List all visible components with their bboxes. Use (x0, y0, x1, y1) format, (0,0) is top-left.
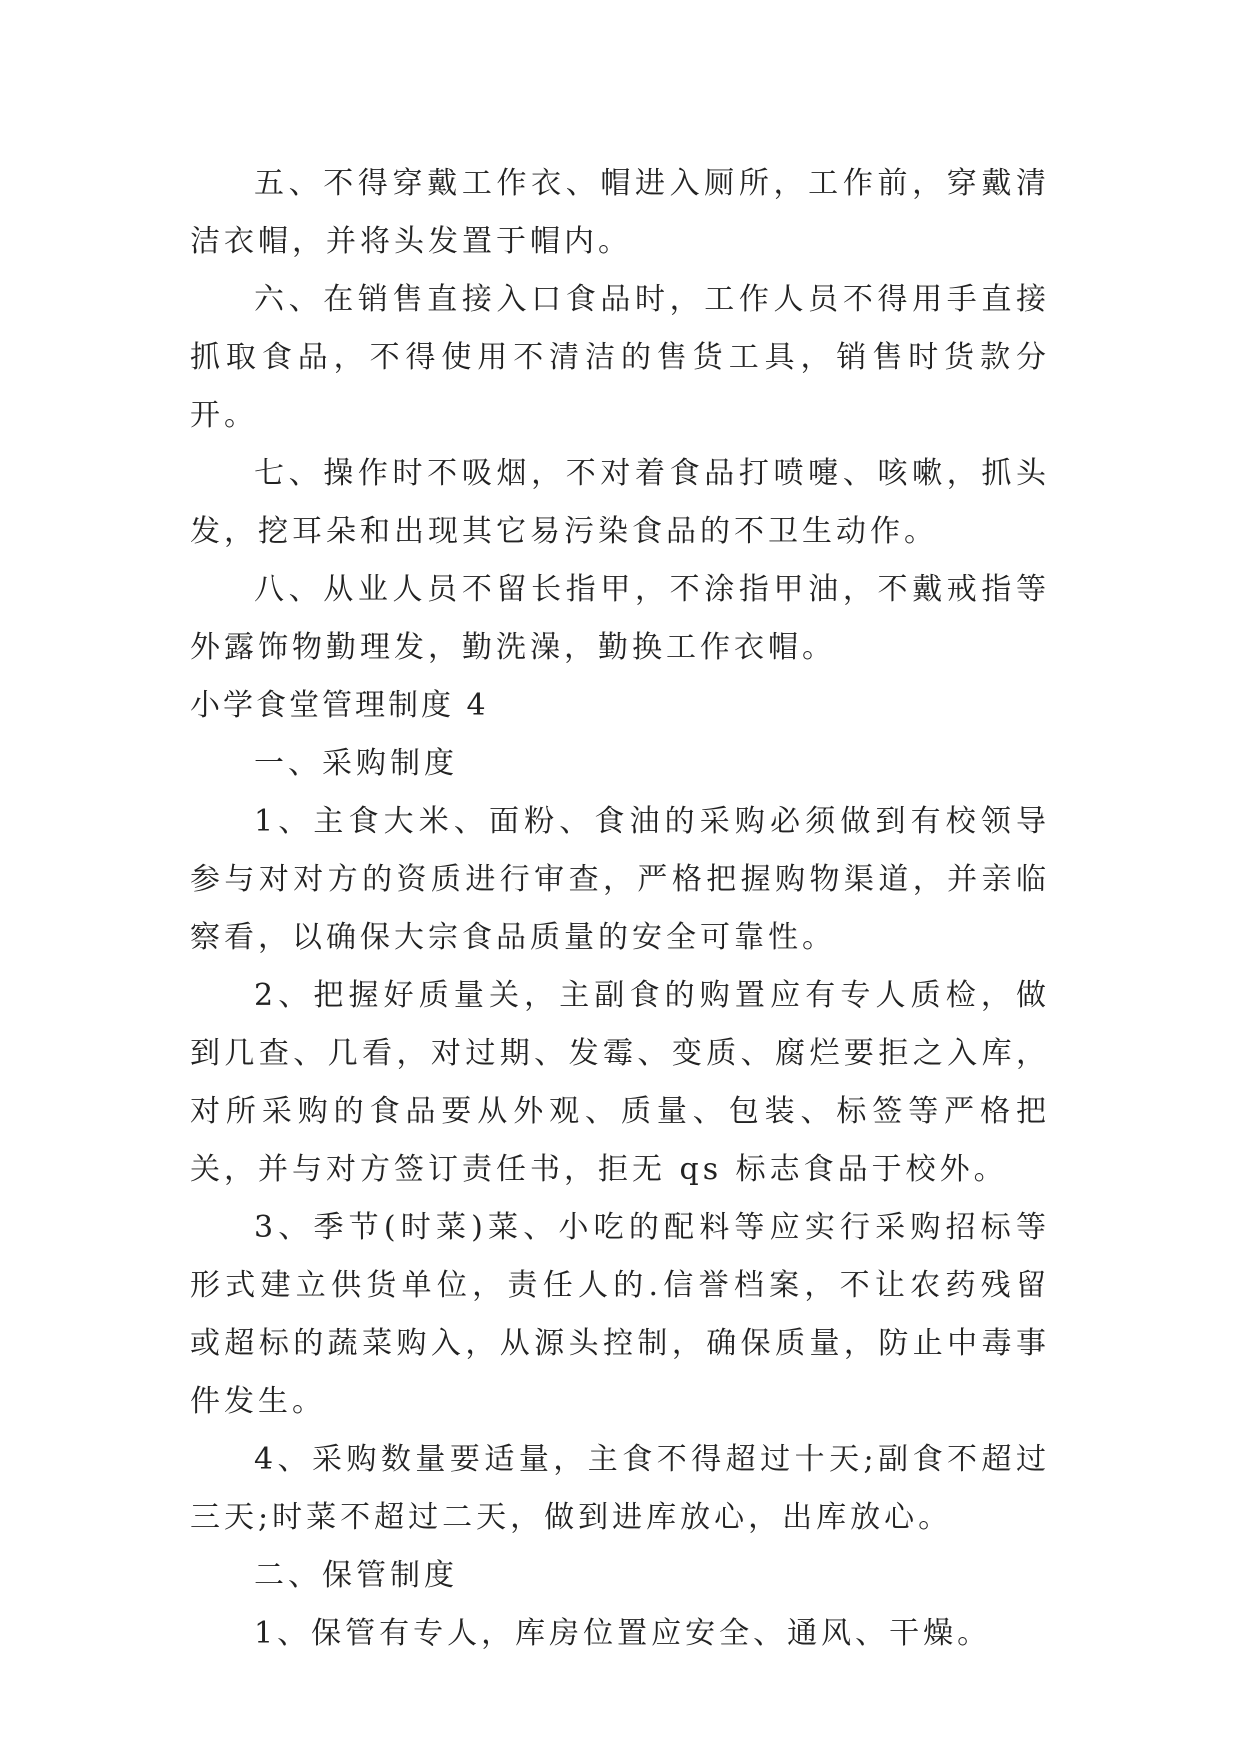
subheading-storage: 二、保管制度 (254, 1558, 458, 1593)
section-heading: 小学食堂管理制度 4 (190, 688, 489, 723)
paragraph-purchasing-3: 3、季节(时菜)菜、小吃的配料等应实行采购招标等形式建立供货单位，责任人的.信誉档案，不让农药残留或超标的蔬菜购入，从源头控制，确保质量，防止中毒事件发生。 (190, 1210, 1050, 1419)
paragraph-storage-1: 1、保管有专人，库房位置应安全、通风、干燥。 (254, 1616, 992, 1651)
paragraph-rule-8: 八、从业人员不留长指甲，不涂指甲油，不戴戒指等外露饰物勤理发，勤洗澡，勤换工作衣帽。 (190, 572, 1050, 665)
subheading-purchasing: 一、采购制度 (254, 746, 458, 781)
paragraph-purchasing-2: 2、把握好质量关，主副食的购置应有专人质检，做到几查、几看，对过期、发霉、变质、腐烂要拒之入库，对所采购的食品要从外观、质量、包装、标签等严格把关，并与对方签订责任书，拒无 qs 标志食品于校外。 (190, 978, 1050, 1187)
paragraph-rule-5: 五、不得穿戴工作衣、帽进入厕所，工作前，穿戴清洁衣帽，并将头发置于帽内。 (190, 166, 1050, 259)
paragraph-purchasing-4: 4、采购数量要适量，主食不得超过十天;副食不超过三天;时菜不超过二天，做到进库放心，出库放心。 (190, 1442, 1050, 1535)
paragraph-purchasing-1: 1、主食大米、面粉、食油的采购必须做到有校领导参与对对方的资质进行审查，严格把握购物渠道，并亲临察看，以确保大宗食品质量的安全可靠性。 (190, 804, 1050, 955)
document-body (190, 155, 1050, 1663)
paragraph-rule-6: 六、在销售直接入口食品时，工作人员不得用手直接抓取食品，不得使用不清洁的售货工具，销售时货款分开。 (190, 282, 1050, 433)
paragraph-rule-7: 七、操作时不吸烟，不对着食品打喷嚏、咳嗽，抓头发，挖耳朵和出现其它易污染食品的不卫生动作。 (190, 456, 1050, 549)
